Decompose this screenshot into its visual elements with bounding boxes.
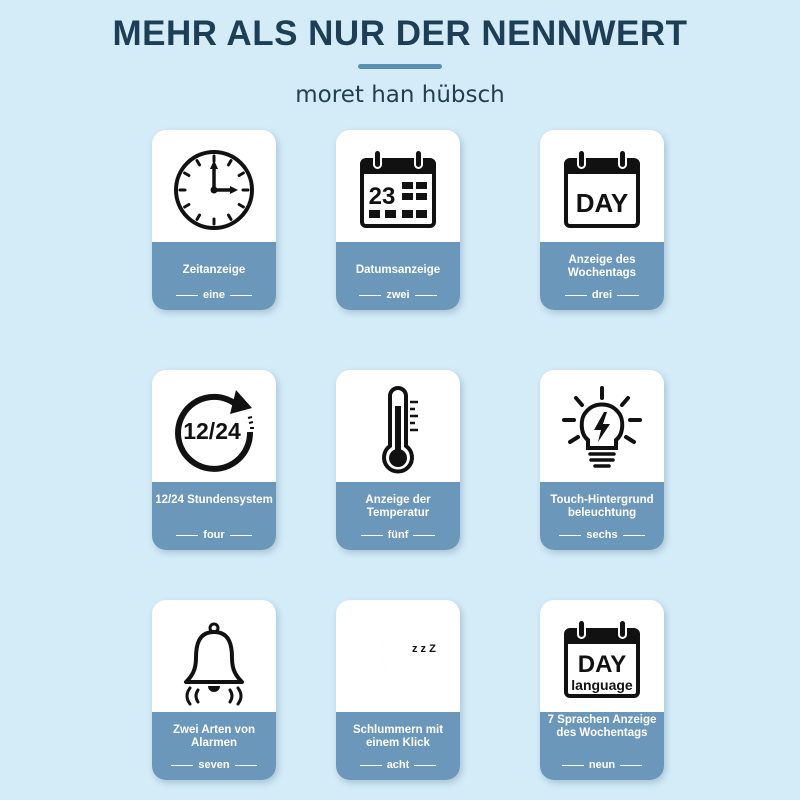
light-bulb-icon <box>554 382 650 478</box>
feature-card-weekday <box>540 130 664 310</box>
calendar-day-text: DAY <box>577 651 627 678</box>
feature-band <box>152 482 276 550</box>
feature-card-alarms <box>152 600 276 780</box>
moon-snooze-icon <box>350 612 446 708</box>
thermometer-icon <box>350 382 446 478</box>
alarm-bell-icon <box>166 612 262 708</box>
feature-label: Schlummern mit einem Klick <box>352 724 444 749</box>
feature-card-hour-format <box>152 370 276 550</box>
page-title: MEHR ALS NUR DER NENNWERT <box>112 14 688 53</box>
feature-card-backlight <box>540 370 664 550</box>
feature-label: Anzeige der Temperatur <box>365 494 431 519</box>
feature-label: Zeitanzeige <box>182 264 246 276</box>
feature-label: Anzeige des Wochentags <box>567 254 637 279</box>
feature-card-time <box>152 130 276 310</box>
feature-label: 12/24 Stundensystem <box>155 494 273 506</box>
feature-number: zwei <box>336 289 460 302</box>
feature-number: eine <box>152 289 276 302</box>
feature-number: seven <box>152 759 276 772</box>
feature-number: four <box>152 529 276 542</box>
hour-format-icon <box>166 382 262 478</box>
calendar-date-text: 23 <box>368 183 396 210</box>
feature-band <box>152 242 276 310</box>
calendar-day-icon <box>554 142 650 238</box>
feature-number: drei <box>540 289 664 302</box>
snooze-z-text: z z Z <box>412 643 436 655</box>
feature-band <box>336 712 460 780</box>
feature-label: Datumsanzeige <box>355 264 441 276</box>
calendar-day-text: DAY <box>575 188 629 218</box>
feature-band <box>336 482 460 550</box>
feature-card-snooze <box>336 600 460 780</box>
feature-number: neun <box>540 759 664 772</box>
feature-card-temperature <box>336 370 460 550</box>
clock-icon <box>166 142 262 238</box>
feature-number: sechs <box>540 529 664 542</box>
feature-card-languages <box>540 600 664 780</box>
feature-band <box>540 712 664 780</box>
feature-label: Touch-Hintergrund beleuchtung <box>550 494 654 519</box>
page-subtitle: moret han hübsch <box>295 82 505 108</box>
feature-band <box>540 482 664 550</box>
calendar-language-icon <box>554 612 650 708</box>
feature-number: acht <box>336 759 460 772</box>
calendar-date-icon <box>350 142 446 238</box>
feature-number: fünf <box>336 529 460 542</box>
feature-label: Zwei Arten von Alarmen <box>173 724 255 749</box>
feature-band <box>152 712 276 780</box>
hour-format-text: 12/24 <box>183 418 241 444</box>
title-underline <box>358 64 442 69</box>
calendar-language-text: language <box>571 677 633 693</box>
feature-label: 7 Sprachen Anzeige des Wochentags <box>547 714 657 739</box>
feature-band <box>336 242 460 310</box>
feature-card-date <box>336 130 460 310</box>
feature-band <box>540 242 664 310</box>
